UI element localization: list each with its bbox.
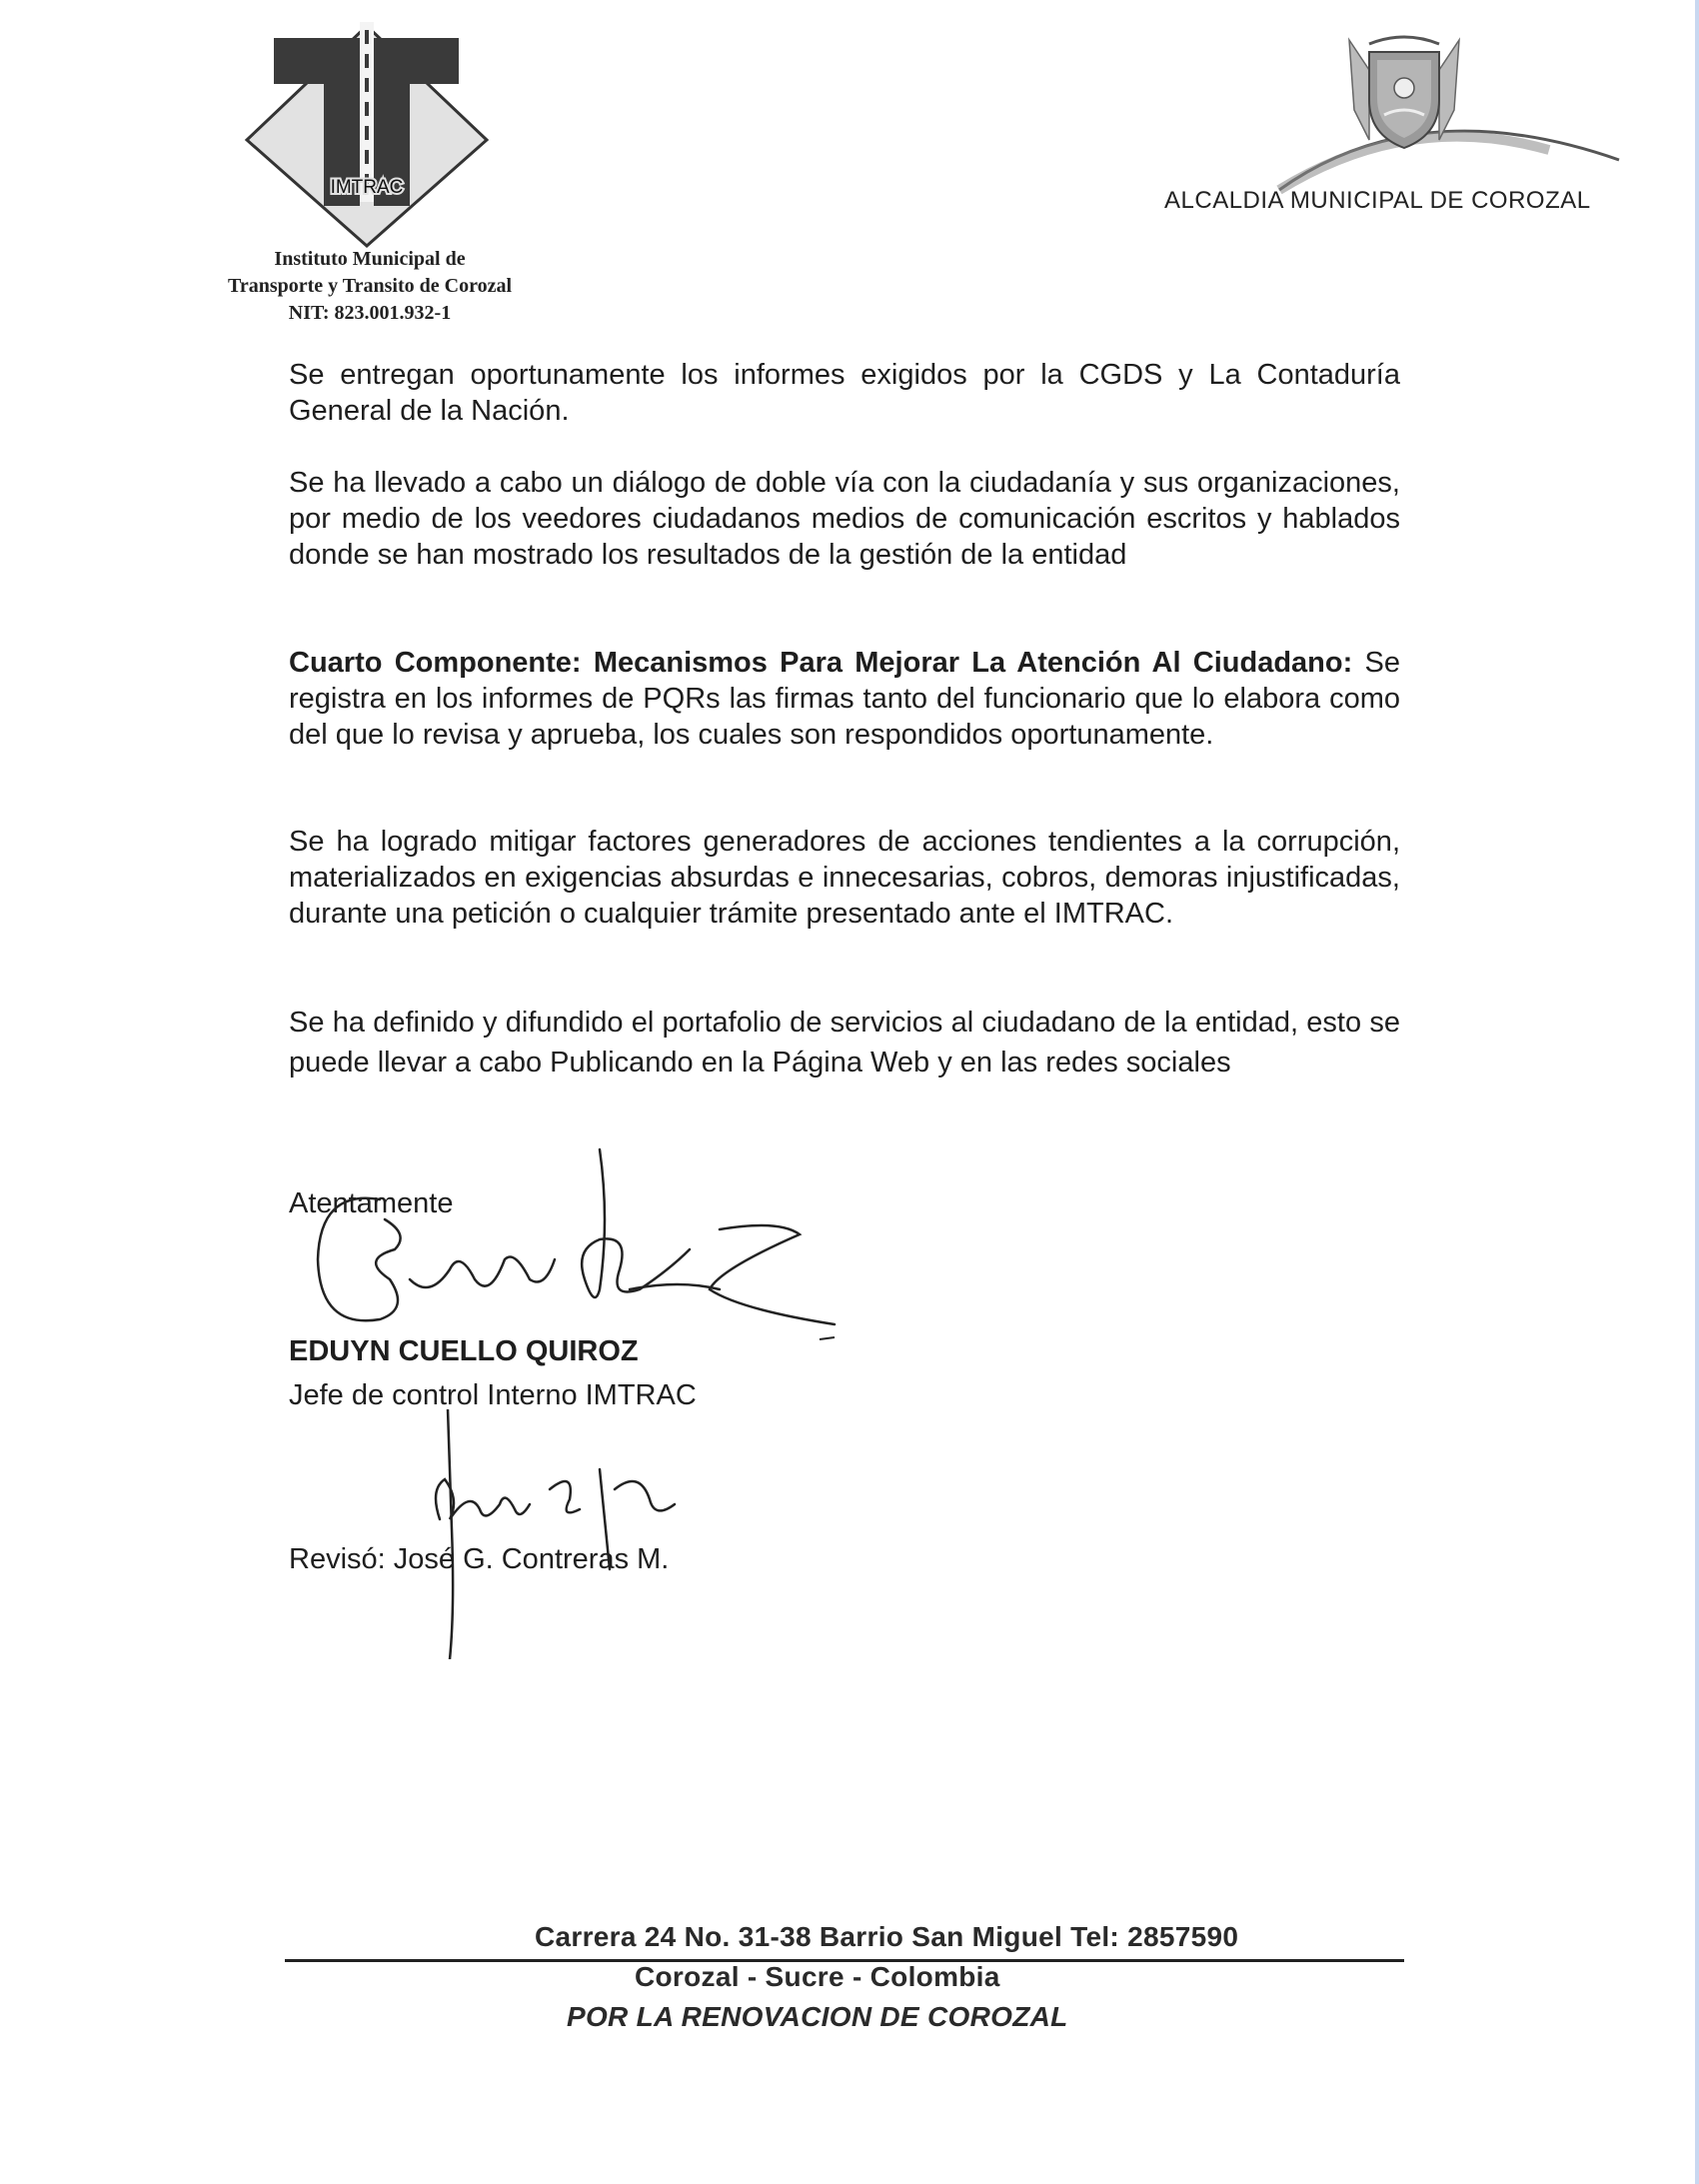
footer-slogan: POR LA RENOVACION DE COROZAL [567,2001,1068,2032]
signature-cuello [300,1139,859,1349]
paragraph-portfolio: Se ha definido y difundido el portafolio de servicios al ciudadano de la entidad, esto se puede llevar a cabo Publicando en la Página Web y en las redes sociales [289,1007,1400,1079]
imtrac-logo-text: IMTRAC [330,177,404,198]
footer-address: Carrera 24 No. 31-38 Barrio San Miguel Tel: 2857590 [535,1921,1239,1952]
paragraph-dialogue: Se ha llevado a cabo un diálogo de doble vía con la ciudadanía y sus organizaciones, por medio de los veedores ciudadanos medios de comunicación escritos y hablados donde se han mostrado los resultados de la gestión de la entidad [289,467,1400,571]
closing-salutation: Atentamente [289,1187,454,1219]
imtrac-caption-line-3: NIT: 823.001.932-1 [288,302,452,324]
signer-name: EDUYN CUELLO QUIROZ [289,1335,639,1367]
signature-contreras [400,1409,720,1659]
alcaldia-name: ALCALDIA MUNICIPAL DE COROZAL [1164,187,1591,214]
paragraph-corruption: Se ha logrado mitigar factores generadores de acciones tendientes a la corrupción, materializados en exigencias absurdas e innecesarias, cobros, demoras injustificadas, durante una petición o cualquier trámite presentado ante el IMTRAC. [289,826,1400,930]
fourth-component-text: Se registra en los informes de PQRs las firmas tanto del funcionario que lo elabora como del que lo revisa y aprueba, los cuales son respondidos oportunamente. [289,647,1401,751]
paragraph-reports: Se entregan oportunamente los informes exigidos por la CGDS y La Contaduría General de la Nación. [289,359,1400,427]
imtrac-logo [242,18,492,250]
fourth-component-heading: Cuarto Componente: Mecanismos Para Mejorar La Atención Al Ciudadano: [289,647,1353,679]
signer-role: Jefe de control Interno IMTRAC [289,1379,697,1411]
footer-city: Corozal - Sucre - Colombia [635,1961,1000,1992]
reviewer-line: Revisó: José G. Contreras M. [289,1543,670,1575]
imtrac-caption-line-1: Instituto Municipal de [274,248,466,270]
imtrac-caption [180,246,560,327]
paragraph-fourth-component [289,645,1400,753]
page-edge [1695,0,1699,2184]
imtrac-caption-line-2: Transporte y Transito de Corozal [227,275,513,297]
alcaldia-logo [1219,30,1629,195]
